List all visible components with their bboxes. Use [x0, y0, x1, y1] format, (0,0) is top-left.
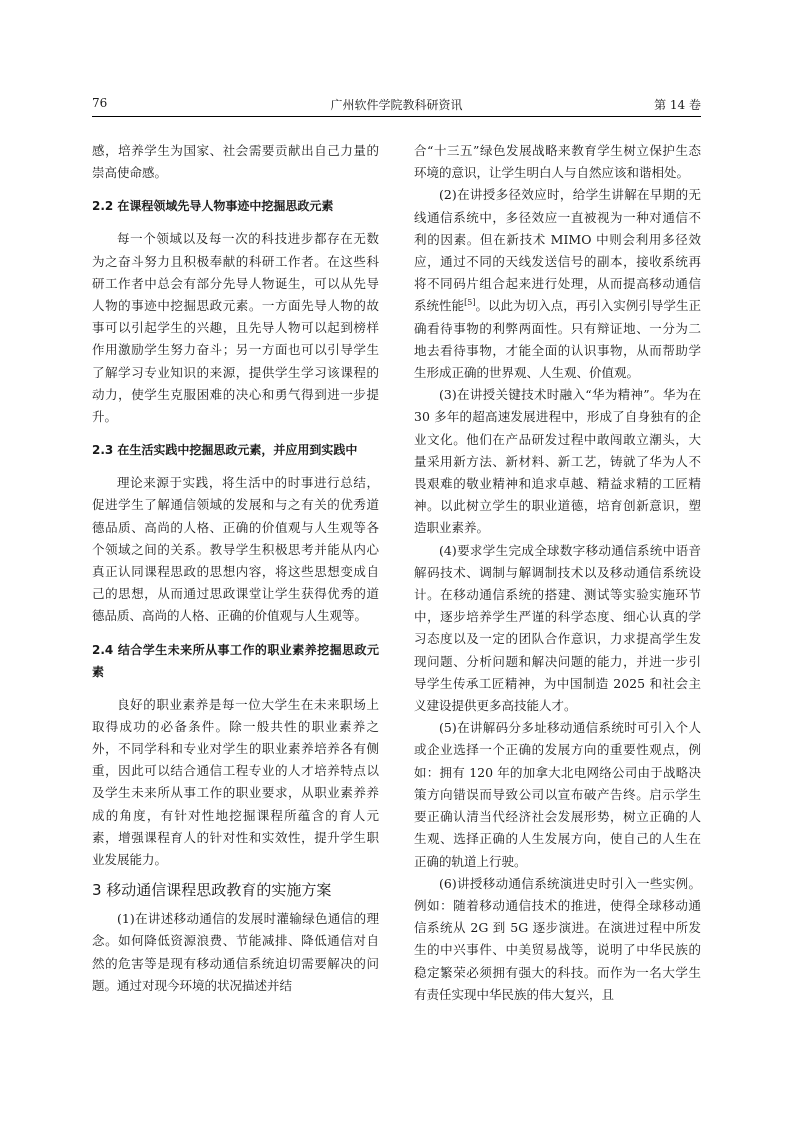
- citation-ref: [5]: [464, 298, 476, 308]
- journal-title: 广州软件学院教科研资讯: [330, 98, 463, 112]
- paragraph-text: (2)在讲授多径效应时，给学生讲解在早期的无线通信系统中，多径效应一直被视为一种对通信不利的因素。但在新技术 MIMO 中则会利用多径效应，通过不同的天线发送信号的副本，接收系统再将不同码片组合起来进行处理，从而提高移动通信系统性能: [414, 187, 701, 314]
- paragraph: 每一个领域以及每一次的科技进步都存在无数为之奋斗努力且积极奉献的科研工作者。在这些科研工作者中总会有部分先导人物诞生，可以从先导人物的事迹中挖掘思政元素。一方面先导人物的故事可以引起学生的兴趣，且先导人物可以起到榜样作用激励学生努力奋斗；另一方面也可以引导学生了解学习专业知识的来源，提供学生学习该课程的动力，使学生克服困难的决心和勇气得到进一步提升。: [92, 231, 379, 425]
- section-heading-2-2: 2.2 在课程领域先导人物事迹中挖掘思政元素: [92, 199, 334, 214]
- running-header: [92, 94, 701, 117]
- paragraph: (6)讲授移动通信系统演进史时引入一些实例。例如：随着移动通信技术的推进，使得全球移动通信系统从 2G 到 5G 逐步演进。在演进过程中所发生的中兴事件、中美贸易战等，说明了中华民族的稳定繁荣必须拥有强大的科技。而作为一名大学生有责任实现中华民族的伟大复兴，且: [414, 875, 701, 1002]
- page-number: 76: [92, 96, 108, 110]
- volume-label: 第 14 卷: [654, 98, 701, 112]
- paragraph: (3)在讲授关键技术时融入“华为精神”。华为在 30 多年的超高速发展进程中，形成了自身独有的企业文化。他们在产品研发过程中敢闯敢立潮头，大量采用新方法、新材料、新工艺，铸就了华为人不畏艰难的敬业精神和追求卓越、精益求精的工匠精神。以此树立学生的职业道德，培育创新意识，塑造职业素养。: [414, 387, 701, 536]
- paragraph-text: 。以此为切入点，再引入实例引导学生正确看待事物的利弊两面性。只有辩证地、一分为二地去看待事物，才能全面的认识事物，从而帮助学生形成正确的世界观、人生观、价值观。: [414, 298, 701, 381]
- paragraph: 合“十三五”绿色发展战略来教育学生树立保护生态环境的意识，让学生明白人与自然应该和谐相处。: [414, 143, 701, 181]
- section-heading-2-4: 2.4 结合学生未来所从事工作的职业素养挖掘思政元素: [92, 642, 379, 679]
- paragraph: 良好的职业素养是每一位大学生在未来职场上取得成功的必备条件。除一般共性的职业素养之外，不同学科和专业对学生的职业素养培养各有侧重，因此可以结合通信工程专业的人才培养特点以及学生未来所从事工作的职业要求，从职业素养养成的角度，有针对性地挖掘课程所蕴含的育人元素，增强课程育人的针对性和实效性，提升学生职业发展能力。: [92, 696, 379, 868]
- paragraph: 感，培养学生为国家、社会需要贡献出自己力量的崇高使命感。: [92, 143, 379, 181]
- section-heading-3: 3 移动通信课程思政教育的实施方案: [92, 881, 332, 900]
- left-column: [92, 140, 379, 997]
- paragraph: [414, 184, 701, 384]
- right-column: [414, 140, 701, 1006]
- section-heading-2-3: 2.3 在生活实践中挖掘思政元素，并应用到实践中: [92, 443, 358, 458]
- paragraph: (1)在讲述移动通信的发展时灌输绿色通信的理念。如何降低资源浪费、节能减排、降低通信对自然的危害等是现有移动通信系统迫切需要解决的问题。通过对现今环境的状况描述并结: [92, 911, 379, 993]
- paragraph: (5)在讲解码分多址移动通信系统时可引入个人或企业选择一个正确的发展方向的重要性观点，例如：拥有 120 年的加拿大北电网络公司由于战略决策方向错误而导致公司以宣布破产告终。启示学生要正确认清当代经济社会发展形势，树立正确的人生观、选择正确的人生发展方向，使自己的人生在正确的轨道上行驶。: [414, 720, 701, 869]
- paragraph: (4)要求学生完成全球数字移动通信系统中语音解码技术、调制与解调制技术以及移动通信系统设计。在移动通信系统的搭建、测试等实验实施环节中，逐步培养学生严谨的科学态度、细心认真的学习态度以及一定的团队合作意识，力求提高学生发现问题、分析问题和解决问题的能力，并进一步引导学生传承工匠精神，为中国制造 2025 和社会主义建设提供更多高技能人才。: [414, 542, 701, 714]
- paragraph: 理论来源于实践，将生活中的时事进行总结，促进学生了解通信领域的发展和与之有关的优秀道德品质、高尚的人格、正确的价值观与人生观等各个领域之间的关系。教导学生积极思考并能从内心真正认同课程思政的思想内容，将这些思想变成自己的思想，从而通过思政课堂让学生获得优秀的道德品质、高尚的人格、正确的价值观与人生观等。: [92, 475, 379, 624]
